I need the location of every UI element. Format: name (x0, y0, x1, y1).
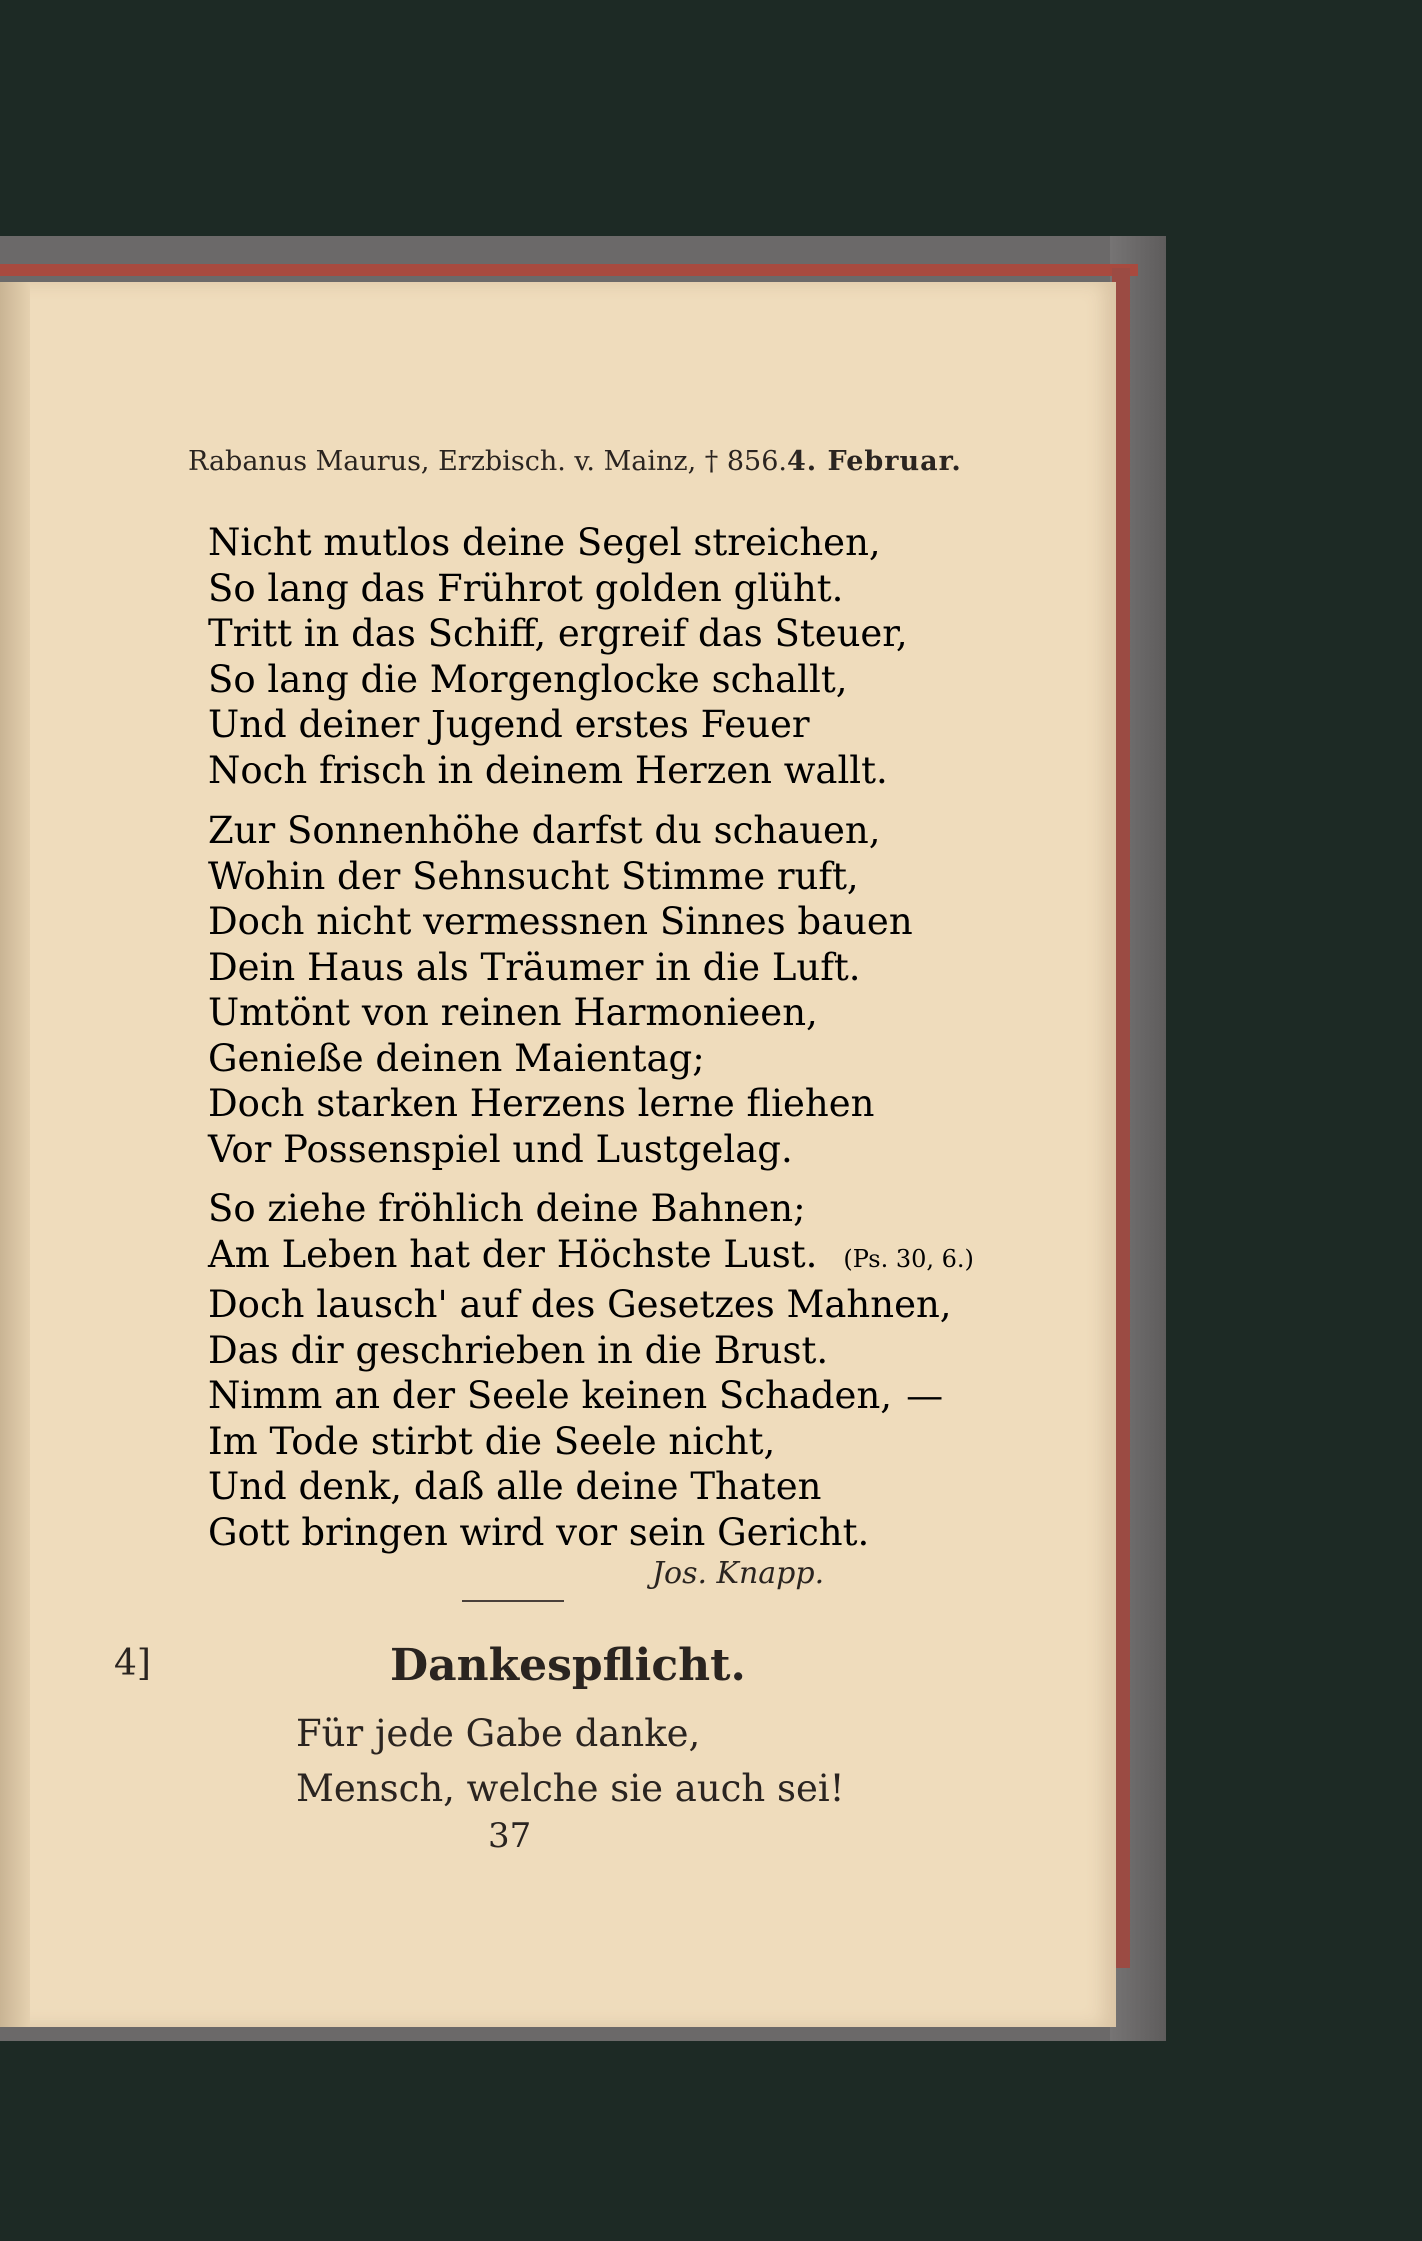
poem-stanza-1 (208, 520, 908, 793)
verse-line: Umtönt von reinen Harmonieen, (208, 991, 818, 1034)
verse-line: Für jede Gabe danke, (296, 1712, 701, 1755)
verse-line: So lang das Frührot golden glüht. (208, 566, 844, 610)
day-marker: 4] (114, 1643, 151, 1684)
poem-author: Jos. Knapp. (652, 1556, 825, 1591)
section-divider (462, 1600, 564, 1602)
verse-line: Tritt in das Schiff, ergreif das Steuer, (208, 612, 908, 655)
verse-line (208, 1373, 974, 1419)
verse-line: Doch starken Herzens lerne fliehen (208, 1082, 875, 1125)
verse-line: So ziehe fröhlich deine Bahnen; (208, 1187, 806, 1230)
verse-line (208, 1232, 974, 1283)
page-gutter (0, 282, 30, 2027)
verse-text: Am Leben hat der Höchste Lust. (208, 1232, 818, 1276)
date-heading: 4. Februar. (786, 446, 962, 477)
verse-dash: — (906, 1374, 944, 1417)
verse-line: Und deiner Jugend erstes Feuer (208, 703, 810, 746)
verse-line: Vor Possenspiel und Lustgelag. (208, 1127, 793, 1171)
verse-line: Im Tode stirbt die Seele nicht, (208, 1419, 776, 1463)
poem-2-verse (296, 1706, 845, 1816)
verse-line: Nicht mutlos deine Segel streichen, (208, 521, 881, 564)
verse-line: Zur Sonnenhöhe darfst du schauen, (208, 809, 881, 852)
poem-title: Dankespflicht. (390, 1640, 746, 1691)
page-edge-red-top (0, 264, 1138, 276)
verse-line: Noch frisch in deinem Herzen wallt. (208, 748, 888, 792)
verse-line: Gott bringen wird vor sein Gericht. (208, 1510, 870, 1554)
verse-line: Das dir geschrieben in die Brust. (208, 1328, 829, 1372)
verse-line: Genieße deinen Maientag; (208, 1036, 705, 1080)
verse-line: Dein Haus als Träumer in die Luft. (208, 945, 861, 989)
verse-line: Doch nicht vermessnen Sinnes bauen (208, 900, 913, 943)
running-header (188, 446, 962, 477)
verse-line: Und denk, daß alle deine Thaten (208, 1465, 822, 1508)
poem-stanza-3 (208, 1186, 974, 1555)
poem-stanza-2 (208, 808, 913, 1172)
bible-reference: (Ps. 30, 6.) (843, 1244, 974, 1273)
verse-text: Nimm an der Seele keinen Schaden, (208, 1374, 893, 1417)
verse-line: Wohin der Sehnsucht Stimme ruft, (208, 854, 859, 898)
page-number: 37 (488, 1816, 532, 1856)
running-head-text: Rabanus Maurus, Erzbisch. v. Mainz, † 856. (188, 446, 787, 477)
verse-line: Doch lausch' auf des Gesetzes Mahnen, (208, 1283, 952, 1326)
verse-line: Mensch, welche sie auch sei! (296, 1767, 845, 1810)
verse-line: So lang die Morgenglocke schallt, (208, 657, 848, 701)
